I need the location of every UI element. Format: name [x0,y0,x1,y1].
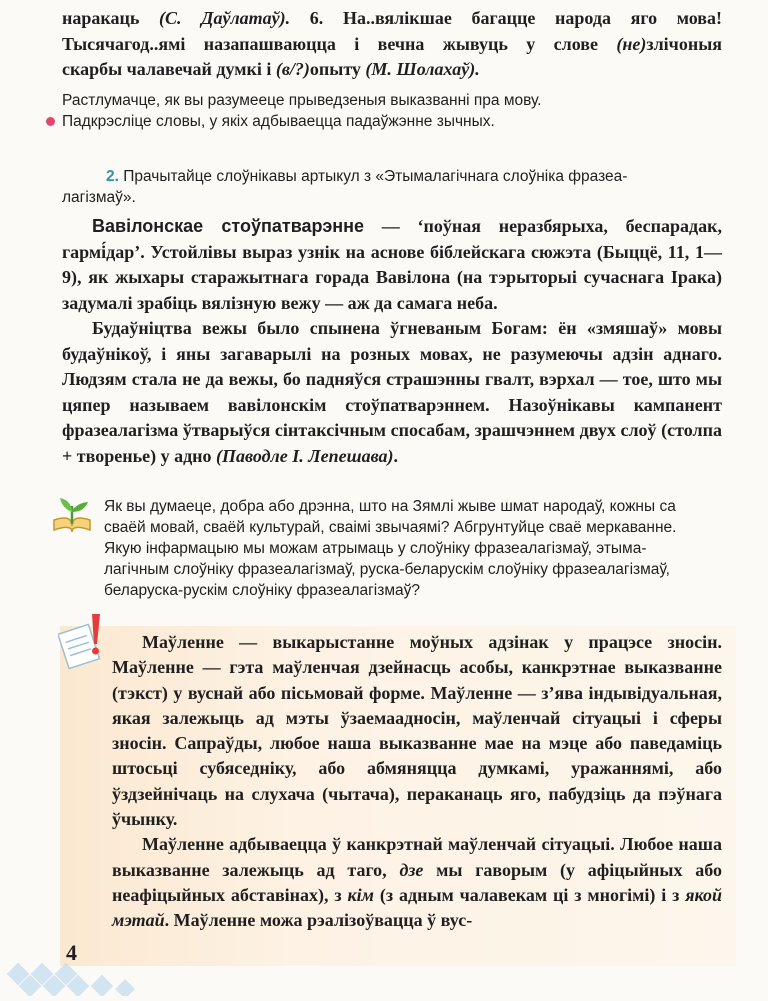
top-line-2: Тысячагод..ямі назапашваюцца і вечна жывуць у слове (не)злічоныя [62,33,722,54]
article-term: Вавілонскае стоўпатварэнне [92,216,365,236]
note-exclamation-icon [58,610,108,670]
exercise-2-heading: 2. Прачытайце слоўнікавы артыкул з «Этымалагічнага слоўніка фразеа- лагізмаў». [62,168,628,206]
article-paragraph-2: Будаўніцтва вежы было спынена ўгневаным Богам: ён «змяшаў» мовы будаўнікоў, і яны загаварылі на розных мовах, не разумеючы адзін аднаго. Людзям стала не да вежы, бо падняўся страшэнны гвалт, вэрхал — тое, што мы цяпер называем вавілонскім стоўпатварэннем. Назоўнікавы кампанент фразеалагізма ўтварыўся сінтаксічным спосабам, зрашчэннем двух слоў (столпа + творенье) у адно (Паводле І. Лепешава). [62,318,722,466]
article-paragraph-1: Вавілонскае стоўпатварэнне — ‘поўная неразбярыха, беспарадак, гармі́дар’. Устойлівы выраз узнік на аснове біблейскага сюжэта (Быццё, 11, 1—9), як жыхары старажытнага горада Вавілона (на тэрыторыі сучаснага Ірака) задумалі зрабіць вялізную вежу — аж да самага неба. [62,216,722,313]
theory-paragraph-2: Маўленне адбываецца ў канкрэтнай маўленчай сітуацыі. Любое наша выказванне залежыць ад таго, дзе мы гаворым (у афіцыйных або неафіцыйных абставінах), з кім (з адным чалавекам ці з многімі) і з якой мэтай. Маўленне можа рэалізоўвацца ў вус- [112,834,722,931]
top-line-1: наракаць (С. Даўлатаў). 6. На..вялікшае багацце народа яго мова! [62,8,722,28]
question-1: Растлумачце, як вы разумееце прыведзеныя выказванні пра мову. [62,92,542,109]
page-number: 4 [66,940,77,965]
question-2: Падкрэсліце словы, у якіх адбываецца падаўжэнне зычных. [62,113,495,130]
top-exercise-text [62,6,722,83]
exercise-number: 2. [106,168,119,185]
discussion-questions: Як вы думаеце, добра або дрэнна, што на Зямлі жыве шмат народаў, кожны са сваёй мовай, сваёй культурай, сваімі звычаямі? Абгрунтуйце сваё меркаванне. Якую інфармацыю мы можам атрымаць у слоўніку фразеалагізмаў, этыма- лагічным слоўніку фразеалагізмаў, руска-беларускім слоўніку фразеалагізмаў, беларуска-рускім слоўніку фразеалагізмаў? [104,498,677,599]
book-sprout-icon [50,494,94,534]
top-line-3: скарбы чалавечай думкі і (в/?)опыту (М. Шолахаў). [62,59,480,79]
theory-paragraph-1: Маўленне — выкарыстанне моўных адзінак у працэсе зносін. Маўленне — гэта маўленчая дзейнасць асобы, канкрэтнае выказванне (тэкст) у вуснай або пісьмовай форме. Маўленне — з’ява індывідуальная, якая залежыць ад мэты ўзаемаадносін, маўленчай сітуацыі і сферы зносін. Сапраўды, любое наша выказванне мае на мэце або паведаміць штосьці субяседніку, або абмяняцца думкамі, уражаннямі, або ўздзейнічаць на слухача (чытача), пераканаць яго, пабудзіць да пэўнага ўчынку. [112,632,722,830]
task-questions [62,90,722,132]
bullet-icon [46,117,55,126]
theory-text [112,630,722,934]
dictionary-article [62,214,722,469]
corner-decoration [0,926,180,1001]
